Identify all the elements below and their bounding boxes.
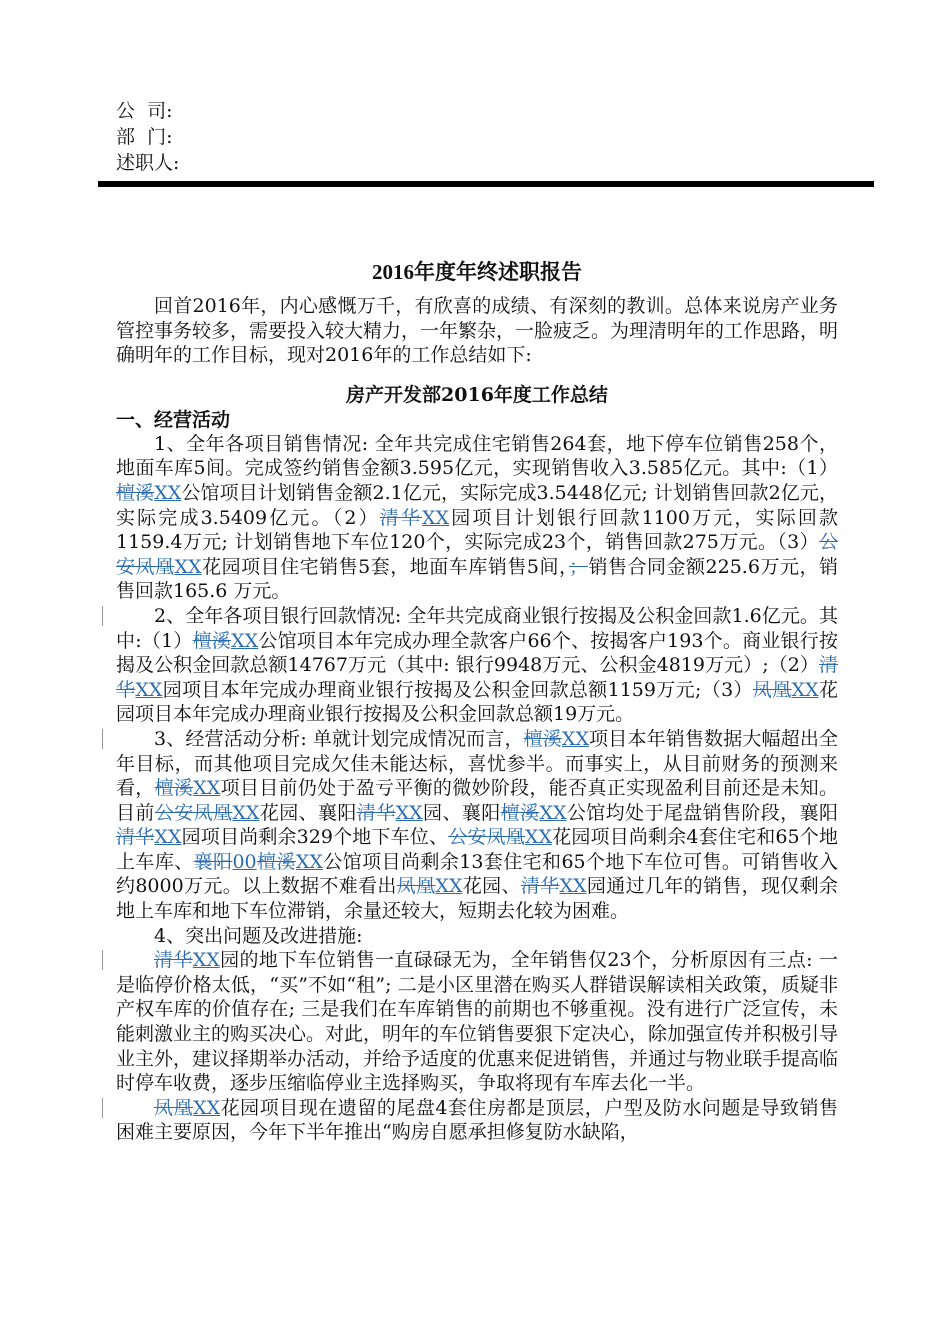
deleted-text: 公安凤凰: [116, 531, 838, 578]
deleted-text: 檀溪: [116, 481, 155, 504]
text-run: 花园项目尚剩余4套住宅和65个地上车库、: [116, 826, 838, 873]
paragraph-sales: [116, 432, 838, 604]
inserted-text: XX: [791, 678, 819, 701]
deleted-text: 公安凤凰: [154, 801, 233, 824]
text-run: 花园项目本年完成办理商业银行按揭及公积金回款总额19万元。: [116, 678, 838, 726]
inserted-text: XX: [559, 875, 587, 898]
department-label: 部 门:: [116, 126, 173, 148]
text-run: 园通过几年的销售，现仅剩余地上车库和地下车位滞销，余量还较大，短期去化较为困难。: [116, 875, 838, 923]
text-run: 园项目本年完成办理商业银行按揭及公积金回款总额1159万元;（3）: [162, 678, 753, 701]
text-run: 园项目尚剩余329个地下车位、: [181, 826, 449, 849]
text-run: 园项目计划银行回款1100万元，实际回款1159.4万元; 计划销售地下车位120个，实际完成23个，销售回款275万元。（3）: [116, 506, 838, 554]
deleted-text: 清华: [116, 654, 838, 701]
text-run: 项目目前仍处于盈亏平衡的微妙阶段，能否真正实现盈利目前还是未知。目前: [116, 777, 838, 824]
deleted-text: 檀溪: [523, 727, 562, 750]
text-run: 公馆项目尚剩余13套住宅和65个地下车位可售。可销售收入约8000万元。以上数据不难看出: [116, 850, 838, 898]
deleted-text: ；: [568, 555, 588, 578]
text-run: 花园项目现在遗留的尾盘4套住房都是顶层，户型及防水问题是导致销售困难主要原因，今年下半年推出“购房自愿承担修复防水缺陷，: [116, 1096, 838, 1144]
inserted-text: XX: [135, 678, 163, 701]
inserted-text: XX: [232, 801, 260, 824]
deleted-text: 檀溪: [192, 629, 232, 652]
deleted-text: 凤凰: [396, 875, 436, 898]
text-run: 园、襄阳: [422, 801, 501, 824]
text-run: 公馆项目计划销售金额2.1亿元，实际完成3.5448亿元; 计划销售回款2亿元，实际完成3.5409亿元。（2）: [116, 481, 838, 529]
paragraph-bank-repayment: [116, 604, 838, 727]
text-run: 公馆项目本年完成办理全款客户66个、按揭客户193个。商业银行按揭及公积金回款总额14767万元（其中: 银行9948万元、公积金4819万元）;（2）: [116, 629, 838, 677]
deleted-text: 清华: [520, 875, 560, 898]
text-run: 项目本年销售数据大幅超出全年目标，而其他项目完成欠佳未能达标，喜忧参半。而事实上，从目前财务的预测来看，: [116, 727, 838, 800]
inserted-text: XX: [174, 555, 202, 578]
text-run: 花园、: [462, 875, 521, 898]
section-subtitle: 房产开发部2016年度工作总结: [346, 383, 608, 406]
inserted-text: XX: [524, 826, 552, 849]
company-label: 公 司:: [116, 100, 173, 122]
inserted-text: XX: [561, 727, 589, 750]
document-title: 2016年度年终述职报告: [372, 260, 582, 284]
revision-bar: [102, 606, 103, 626]
inserted-text: XX: [231, 629, 259, 652]
paragraph-parking-issue: [116, 948, 838, 1096]
inserted-text: XX: [154, 826, 182, 849]
inserted-text: XX: [154, 481, 182, 504]
text-run: 3、经营活动分析: 单就计划完成情况而言，: [154, 727, 524, 750]
inserted-text: XX: [395, 801, 423, 824]
deleted-text: 清华: [356, 801, 396, 824]
header-rule: [98, 181, 874, 187]
inserted-text: XX: [192, 949, 220, 972]
text-run: 花园、襄阳: [259, 801, 357, 824]
text-run: 园的地下车位销售一直碌碌无为，全年销售仅23个，分析原因有三点: 一是临停价格太低，“买”不如“租”; 二是小区里潜在购买人群错误解读相关政策，质疑非产权车库的价值存在; 三是我们在车库销售的前期也不够重视。没有进行广泛宣传，未能刺激业主的购买决心。对此，明年的车位销售要狠下定决心，除加强宣传并积极引导业主外，建议择期举办活动，并给予适度的优惠来促进销售，并通过与物业联手提高临时停车收费，逐步压缩临停业主选择购买，争取将现有车库去化一半。: [116, 949, 839, 1095]
inserted-text: XX: [295, 850, 323, 873]
deleted-text: 凤凰: [154, 1096, 194, 1119]
text-run: 花园项目住宅销售5套，地面车库销售5间，: [201, 555, 569, 578]
paragraph-analysis: [116, 727, 838, 924]
inserted-text: 00: [232, 850, 257, 873]
document-header: [116, 98, 179, 176]
deleted-text: 檀溪: [154, 777, 194, 800]
text-run: 公馆均处于尾盘销售阶段，襄阳: [566, 801, 838, 824]
revision-bar: [102, 950, 103, 970]
inserted-text: XX: [539, 801, 567, 824]
deleted-text: 檀溪: [256, 850, 296, 873]
reporter-label: 述职人:: [116, 152, 180, 174]
text-run: 1、全年各项目销售情况: 全年共完成住宅销售264套，地下停车位销售258个，地面车库5间。完成签约销售金额3.595亿元，实现销售收入3.585亿元。其中:（1）: [116, 432, 838, 480]
intro-paragraph: 回首2016年，内心感慨万千，有欣喜的成绩、有深刻的教训。总体来说房产业务管控事务较多，需要投入较大精力，一年繁杂，一脸疲乏。为理清明年的工作思路，明确明年的工作目标，现对2016年的工作总结如下:: [116, 295, 839, 367]
deleted-text: 公安凤凰: [448, 826, 525, 849]
deleted-text: 檀溪: [500, 801, 540, 824]
revision-bar: [102, 1098, 103, 1118]
inserted-text: XX: [193, 777, 221, 800]
paragraph-housing-issue: [116, 1096, 838, 1145]
deleted-text: 襄阳: [193, 850, 233, 873]
text-run: 2、全年各项目银行回款情况: 全年共完成商业银行按揭及公积金回款1.6亿元。其中:（1）: [116, 604, 838, 652]
document-body: [116, 258, 838, 1145]
text-run: 销售合同金额225.6万元，销售回款165.6 万元。: [116, 555, 838, 603]
section-heading: 一、经营活动: [116, 408, 231, 431]
deleted-text: 凤凰: [752, 678, 792, 701]
deleted-text: 清华: [116, 826, 155, 849]
deleted-text: 清华: [154, 949, 193, 972]
paragraph-issues-heading: 4、突出问题及改进措施:: [154, 924, 363, 947]
revision-bar: [102, 729, 103, 749]
inserted-text: XX: [435, 875, 463, 898]
inserted-text: XX: [193, 1096, 221, 1119]
inserted-text: XX: [422, 506, 450, 529]
deleted-text: 清华: [379, 506, 423, 529]
